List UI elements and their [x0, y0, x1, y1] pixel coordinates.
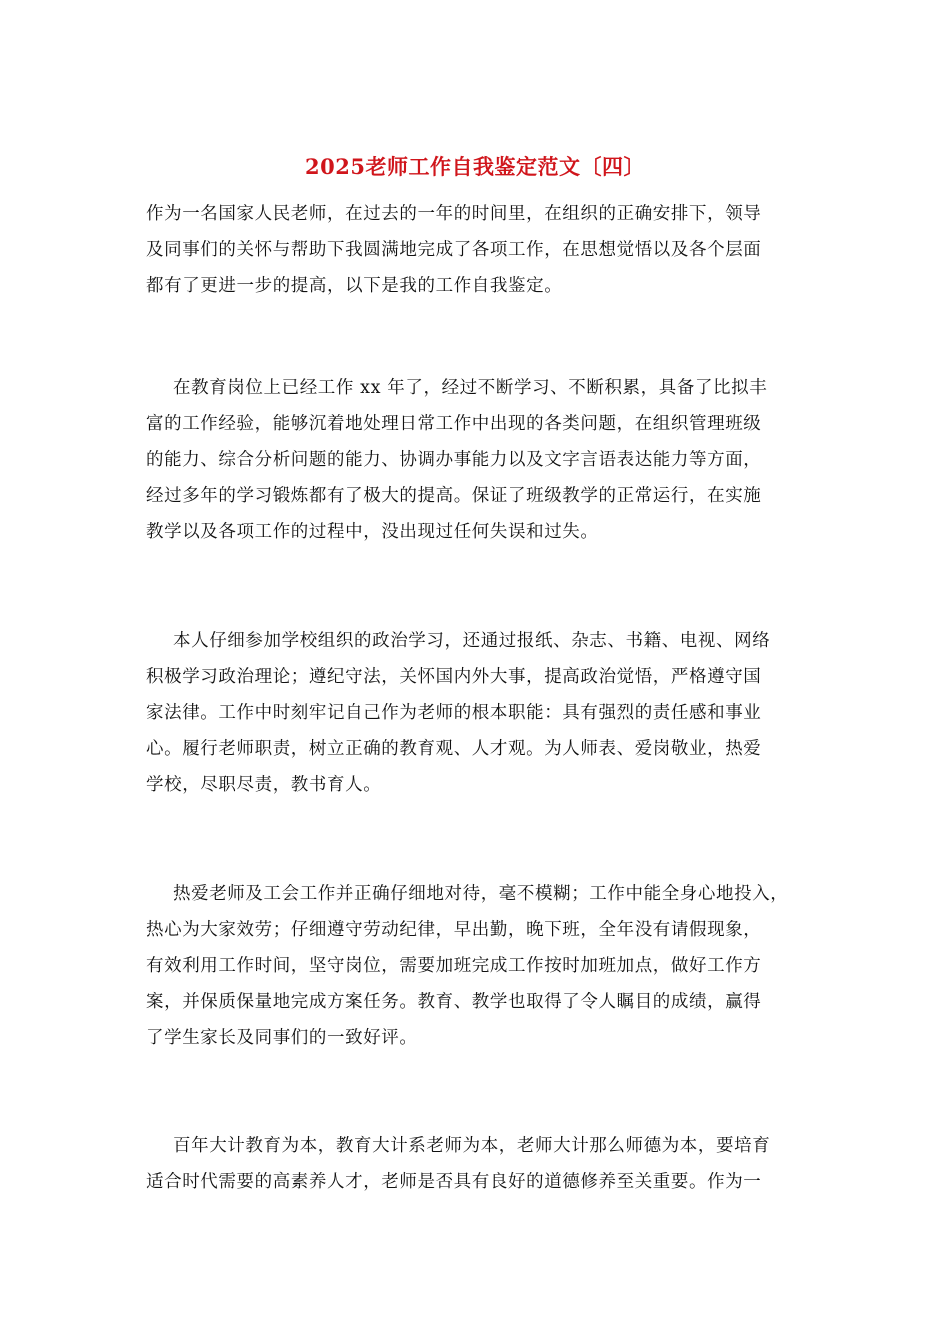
- paragraph-line: 经过多年的学习锻炼都有了极大的提高。保证了班级教学的正常运行，在实施: [146, 486, 762, 506]
- document-title: 2025老师工作自我鉴定范文〔四〕: [305, 154, 645, 179]
- paragraph-line: 热心为大家效劳；仔细遵守劳动纪律，早出勤，晚下班，全年没有请假现象，: [146, 920, 762, 940]
- paragraph-line: 适合时代需要的高素养人才，老师是否具有良好的道德修养至关重要。作为一: [146, 1172, 762, 1192]
- paragraph-ethics: [146, 1128, 836, 1200]
- paragraph-line: 作为一名国家人民老师，在过去的一年的时间里，在组织的正确安排下，领导: [146, 204, 762, 224]
- paragraph-line: 热爱老师及工会工作并正确仔细地对待，毫不模糊；工作中能全身心地投入，: [173, 884, 789, 904]
- paragraph-line: 家法律。工作中时刻牢记自己作为老师的根本职能：具有强烈的责任感和事业: [146, 703, 762, 723]
- paragraph-line: 及同事们的关怀与帮助下我圆满地完成了各项工作，在思想觉悟以及各个层面: [146, 240, 762, 260]
- paragraph-line: 都有了更进一步的提高，以下是我的工作自我鉴定。: [146, 276, 563, 296]
- paragraph-line: 本人仔细参加学校组织的政治学习，还通过报纸、杂志、书籍、电视、网络: [173, 631, 771, 651]
- paragraph-line: 学校，尽职尽责，教书育人。: [146, 775, 382, 795]
- paragraph-union-work: [146, 876, 836, 1056]
- paragraph-experience: [146, 370, 836, 550]
- paragraph-line: 百年大计教育为本，教育大计系老师为本，老师大计那么师德为本，要培育: [173, 1136, 771, 1156]
- paragraph-line: 教学以及各项工作的过程中，没出现过任何失误和过失。: [146, 522, 599, 542]
- paragraph-line: 积极学习政治理论；遵纪守法，关怀国内外大事，提高政治觉悟，严格遵守国: [146, 667, 762, 687]
- paragraph-intro: [146, 196, 836, 304]
- paragraph-line: 在教育岗位上已经工作 xx 年了，经过不断学习、不断积累，具备了比拟丰: [173, 378, 768, 398]
- paragraph-line: 案，并保质保量地完成方案任务。教育、教学也取得了令人瞩目的成绩，赢得: [146, 992, 762, 1012]
- paragraph-politics: [146, 623, 836, 803]
- paragraph-line: 了学生家长及同事们的一致好评。: [146, 1028, 418, 1048]
- paragraph-line: 有效利用工作时间，坚守岗位，需要加班完成工作按时加班加点，做好工作方: [146, 956, 762, 976]
- paragraph-line: 富的工作经验，能够沉着地处理日常工作中出现的各类问题，在组织管理班级: [146, 414, 762, 434]
- paragraph-line: 心。履行老师职责，树立正确的教育观、人才观。为人师表、爱岗敬业，热爱: [146, 739, 762, 759]
- paragraph-line: 的能力、综合分析问题的能力、协调办事能力以及文字言语表达能力等方面，: [146, 450, 762, 470]
